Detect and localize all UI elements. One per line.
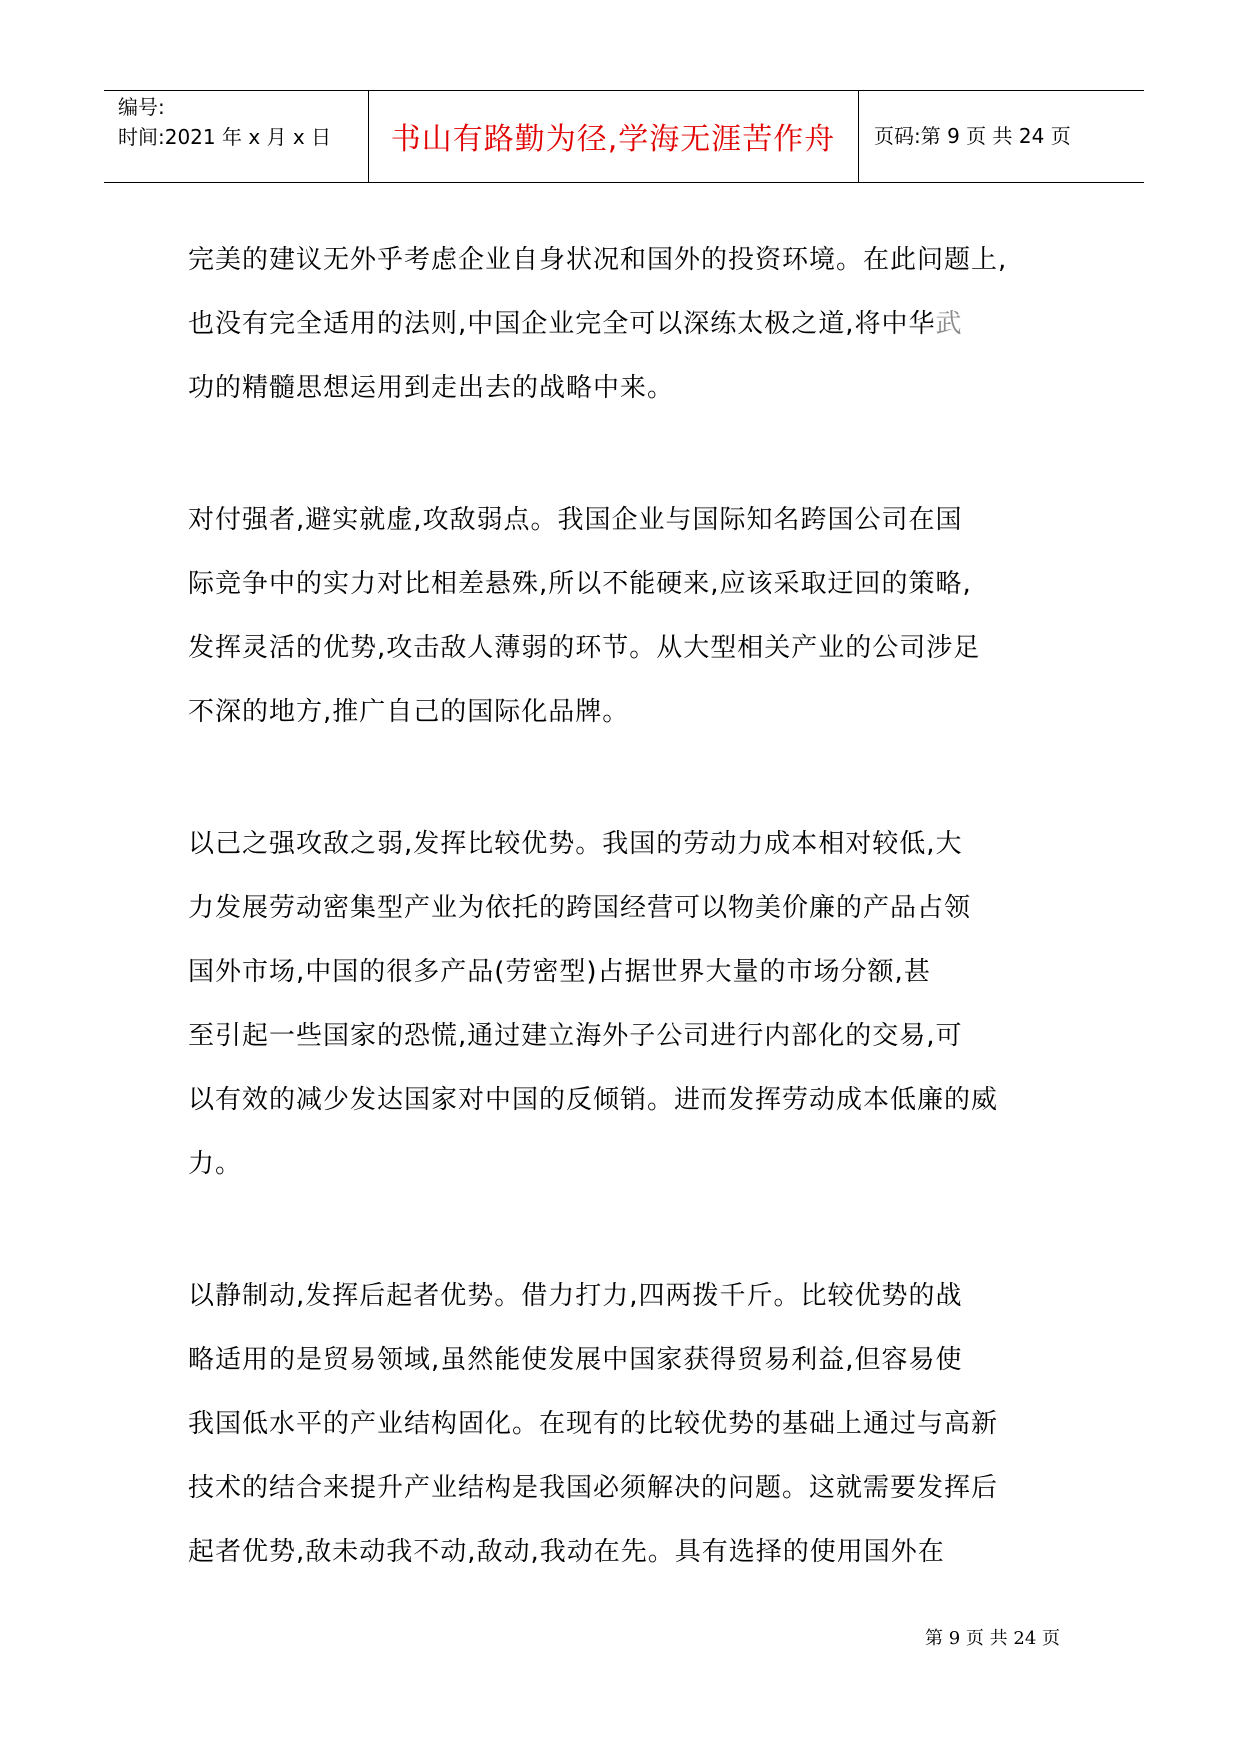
document-body bbox=[188, 228, 1068, 1652]
paragraph-1 bbox=[188, 228, 1068, 420]
header-motto: 书山有路勤为径,学海无涯苦作舟 bbox=[390, 122, 836, 157]
paragraph-4 bbox=[188, 1264, 1068, 1584]
page-header bbox=[104, 90, 1144, 182]
header-bottom-rule bbox=[104, 182, 1144, 183]
header-meta bbox=[118, 92, 331, 152]
faded-character: 武 bbox=[935, 309, 963, 339]
document-time: 时间:2021 年 x 月 x 日 bbox=[118, 125, 332, 149]
text-line: 以静制动,发挥后起者优势。借力打力,四两拨千斤。比较优势的战 bbox=[188, 1281, 963, 1311]
text-line: 至引起一些国家的恐慌,通过建立海外子公司进行内部化的交易,可 bbox=[188, 1021, 963, 1051]
header-top-rule bbox=[104, 90, 1144, 91]
text-line: 发挥灵活的优势,攻击敌人薄弱的环节。从大型相关产业的公司涉足 bbox=[188, 633, 981, 663]
text-line: 国外市场,中国的很多产品(劳密型)占据世界大量的市场分额,甚 bbox=[188, 957, 931, 987]
text-line: 完美的建议无外乎考虑企业自身状况和国外的投资环境。在此问题上, bbox=[188, 245, 1008, 275]
text-line: 对付强者,避实就虚,攻敌弱点。我国企业与国际知名跨国公司在国 bbox=[188, 505, 963, 535]
text-line: 起者优势,敌未动我不动,敌动,我动在先。具有选择的使用国外在 bbox=[188, 1537, 945, 1567]
text-line: 力。 bbox=[188, 1149, 243, 1179]
text-line: 不深的地方,推广自己的国际化品牌。 bbox=[188, 697, 630, 727]
text-line: 技术的结合来提升产业结构是我国必须解决的问题。这就需要发挥后 bbox=[188, 1473, 999, 1503]
text-line: 以有效的减少发达国家对中国的反倾销。进而发挥劳动成本低廉的威 bbox=[188, 1085, 999, 1115]
text-line: 际竞争中的实力对比相差悬殊,所以不能硬来,应该采取迂回的策略, bbox=[188, 569, 972, 599]
text-line: 也没有完全适用的法则,中国企业完全可以深练太极之道,将中华 bbox=[188, 309, 936, 339]
text-line: 以己之强攻敌之弱,发挥比较优势。我国的劳动力成本相对较低,大 bbox=[188, 829, 963, 859]
text-line: 我国低水平的产业结构固化。在现有的比较优势的基础上通过与高新 bbox=[188, 1409, 999, 1439]
document-number-label: 编号: bbox=[118, 95, 165, 119]
page-footer: 第 9 页 共 24 页 bbox=[925, 1628, 1060, 1649]
paragraph-2 bbox=[188, 488, 1068, 744]
text-line-with-faded-char bbox=[188, 292, 1068, 356]
header-divider-right bbox=[858, 90, 859, 183]
text-line: 略适用的是贸易领域,虽然能使发展中国家获得贸易利益,但容易使 bbox=[188, 1345, 963, 1375]
text-line: 功的精髓思想运用到走出去的战略中来。 bbox=[188, 373, 675, 403]
paragraph-3 bbox=[188, 812, 1068, 1196]
text-line: 力发展劳动密集型产业为依托的跨国经营可以物美价廉的产品占领 bbox=[188, 893, 972, 923]
header-page-code: 页码:第 9 页 共 24 页 bbox=[874, 124, 1071, 148]
